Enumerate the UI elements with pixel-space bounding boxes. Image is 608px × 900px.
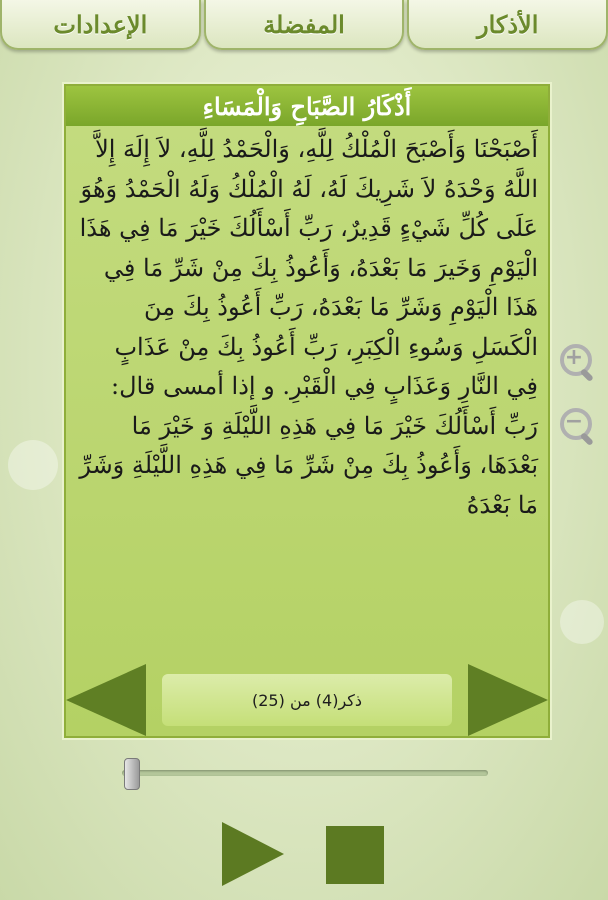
background-decoration [8,440,58,490]
stop-icon[interactable] [326,826,384,884]
background-decoration [560,600,604,644]
audio-progress-track[interactable] [122,770,488,776]
play-icon[interactable] [222,822,284,886]
next-arrow-icon[interactable] [468,664,548,736]
zoom-in-icon[interactable]: + [558,342,598,382]
tab-settings[interactable]: الإعدادات [0,0,201,50]
previous-arrow-icon[interactable] [66,664,146,736]
dhikr-panel [64,84,550,738]
audio-progress-thumb[interactable] [124,758,140,790]
dhikr-counter: ذكر(4) من (25) [162,674,452,726]
tab-adhkar[interactable]: الأذكار [407,0,608,50]
tab-favorites[interactable]: المفضلة [204,0,405,50]
dhikr-navigation [66,664,548,736]
zoom-out-icon[interactable]: − [558,406,598,446]
dhikr-title: أَذْكَارُ الصَّبَاحِ وَالْمَسَاءِ [66,86,548,126]
dhikr-text[interactable]: أَصْبَحْنَا وَأَصْبَحَ الْمُلْكُ لِلَّهِ، وَالْحَمْدُ لِلَّهِ، لاَ إِلَهَ إِلاَّ اللَّهُ وَحْدَهُ لاَ شَرِيكَ لَهُ، لَهُ الْمُلْكُ وَلَهُ الْحَمْدُ وَهُوَ عَلَى كُلِّ شَيْءٍ قَدِيرٌ، رَبِّ أَسْأَلُكَ خَيْرَ مَا فِي هَذَا الْيَوْمِ وَخَيرَ مَا بَعْدَهُ، وَأَعُوذُ بِكَ مِنْ شَرِّ مَا فِي هَذَا الْيَوْمِ وَشَرِّ مَا بَعْدَهُ، رَبِّ أَعُوذُ بِكَ مِنَ الْكَسَلِ وَسُوءِ الْكِبَرِ، رَبِّ أَعُوذُ بِكَ مِنْ عَذَابٍ فِي النَّارِ وَعَذَابٍ فِي الْقَبْرِ. و إذا أمسى قال: رَبِّ أَسْأَلُكَ خَيْرَ مَا فِي هَذِهِ اللَّيْلَةِ وَ خَيْرَ مَا بَعْدَهَا، وَأَعُوذُ بِكَ مِنْ شَرِّ مَا فِي هَذِهِ اللَّيْلَةِ وَشَرِّ مَا بَعْدَهُ [79,135,538,519]
top-tab-bar [0,0,608,52]
